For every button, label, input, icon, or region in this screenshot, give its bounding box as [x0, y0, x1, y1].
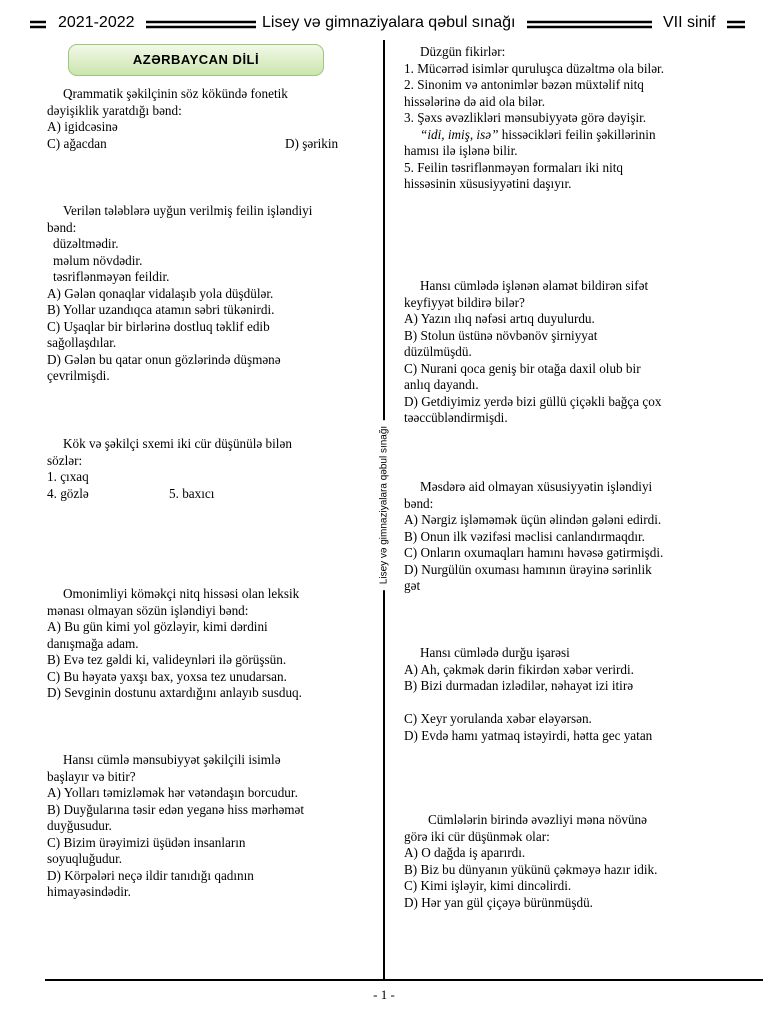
statement-item: hissələrinə də aid ola bilər.	[404, 93, 545, 109]
statement-text: hissəcikləri feilin şəkillərinin	[498, 126, 656, 142]
answer-option: D) Gələn bu qatar onun gözlərində düşmənə	[47, 351, 281, 367]
answer-option: çevrilmişdi.	[47, 368, 110, 383]
list-item: 1. çıxaq	[47, 469, 89, 484]
answer-option: A) Yolları təmizləmək hər vətəndaşın borcudur.	[47, 785, 298, 800]
statement-item: hissəsinin xüsusiyyətini daşıyır.	[404, 176, 572, 191]
answer-option: B) Duyğularına təsir edən yeganə hiss mərhəmət	[47, 801, 305, 817]
question-stem: Kök və şəkilçi sxemi iki cür düşünülə bilən	[63, 436, 292, 451]
question-stem: sözlər:	[47, 452, 83, 468]
condition-item: düzəltmədir.	[53, 236, 119, 251]
subject-badge: AZƏRBAYCAN DİLİ	[68, 44, 324, 76]
list-item: 4. gözlə	[47, 485, 89, 501]
question-stem: Düzgün fikirlər:	[420, 44, 506, 59]
answer-option: himayəsindədir.	[47, 884, 131, 899]
question-stem: bənd:	[404, 495, 434, 511]
statement-item: 2. Sinonim və antonimlər bəzən müxtəlif nitq	[404, 77, 644, 92]
statement-item: 1. Mücərrəd isimlər quruluşca düzəltmə ola bilər.	[404, 60, 665, 76]
answer-option: B) Stolun üstünə növbənöv şirniyyat	[404, 327, 598, 343]
question-7	[404, 278, 661, 427]
answer-option: B) Evə tez gəldi ki, valideynləri ilə görüşsün.	[47, 652, 287, 667]
question-1	[47, 86, 357, 152]
question-4	[47, 586, 302, 702]
spacer	[404, 695, 652, 712]
question-stem: Hansı cümlədə işlənən əlamət bildirən sifət	[420, 278, 649, 293]
answer-option: A) Bu gün kimi yol gözləyir, kimi dərdini	[47, 619, 268, 634]
answer-option: anlıq dayandı.	[404, 377, 479, 392]
answer-option: C) Bizim ürəyimizi üşüdən insanların	[47, 834, 246, 850]
answer-option: A) igidcəsinə	[47, 119, 118, 134]
question-2	[47, 203, 312, 385]
question-stem: Qrammatik şəkilçinin söz kökündə fonetik	[63, 86, 288, 101]
answer-option: D) Sevginin dostunu axtardığını anlayıb susduq.	[47, 685, 302, 700]
condition-item: təsriflənməyən feildir.	[53, 269, 170, 284]
condition-item: məlum növdədir.	[53, 252, 143, 268]
answer-option: danışmağa adam.	[47, 635, 139, 651]
statement-item: hamısı ilə işlənə bilir.	[404, 143, 518, 158]
answer-option: B) Bizi durmadan izlədilər, nəhayət izi itirə	[404, 678, 634, 693]
answer-option: C) Kimi işləyir, kimi dincəlirdi.	[404, 878, 572, 893]
question-stem: Hansı cümlə mənsubiyyət şəkilçili isimlə	[63, 752, 281, 767]
question-5	[47, 752, 304, 901]
question-10	[404, 812, 657, 911]
answer-option: soyuqluğudur.	[47, 851, 123, 866]
question-stem: bənd:	[47, 219, 77, 235]
answer-option: C) Xeyr yorulanda xəbər eləyərsən.	[404, 711, 592, 726]
answer-option: B) Yollar uzandıqca atamın səbri tükənirdi.	[47, 302, 275, 317]
question-stem: dəyişiklik yaratdığı bənd:	[47, 102, 182, 118]
answer-option: D) Nurgülün oxuması hamının ürəyinə sərinlik	[404, 561, 652, 577]
answer-option: C) Bu həyatə yaxşı bax, yoxsa tez unudarsan.	[47, 668, 287, 684]
quoted-particles: “idi, imiş, isə”	[420, 126, 499, 142]
answer-option: D) şərikin	[285, 135, 339, 151]
answer-option: təəccübləndirmişdi.	[404, 410, 508, 425]
answer-option: duyğusudur.	[47, 818, 112, 833]
question-stem: Məsdərə aid olmayan xüsusiyyətin işləndiyi	[420, 479, 653, 494]
question-stem: başlayır və bitir?	[47, 768, 136, 784]
answer-option: C) ağacdan	[47, 135, 107, 151]
answer-option: B) Biz bu dünyanın yükünü çəkməyə hazır idik.	[404, 861, 658, 877]
answer-option: A) O dağda iş aparırdı.	[404, 845, 526, 860]
answer-option: D) Getdiyimiz yerdə bizi güllü çiçəkli bağça çox	[404, 393, 662, 409]
answer-option: B) Onun ilk vəzifəsi məclisi canlandırmaqdır.	[404, 528, 645, 544]
statement-item: 3. Şəxs əvəzlikləri mənsubiyyətə görə dəyişir.	[404, 110, 647, 125]
statement-item	[404, 127, 664, 144]
question-stem: Hansı cümlədə durğu işarəsi	[420, 645, 570, 660]
answer-option: D) Hər yan gül çiçəyə bürünmüşdü.	[404, 894, 593, 910]
answer-option: C) Nurani qoca geniş bir otağa daxil olub bir	[404, 360, 641, 376]
header-grade: VII sinif	[663, 14, 716, 31]
question-stem: Omonimliyi köməkçi nitq hissəsi olan leksik	[63, 586, 300, 601]
header-title: Lisey və gimnaziyalara qəbul sınağı	[262, 14, 516, 31]
answer-option: A) Ah, çəkmək dərin fikirdən xəbər verirdi.	[404, 661, 634, 677]
answer-option: A) Gələn qonaqlar vidalaşıb yola düşdülər.	[47, 285, 274, 301]
side-label: Lisey və gimnaziyalara qəbul sınağı	[377, 420, 392, 590]
answer-option: D) Körpələri neçə ildir tanıdığı qadının	[47, 867, 254, 883]
question-8	[404, 479, 663, 595]
question-9	[404, 645, 652, 744]
answer-option: düzülmüşdü.	[404, 344, 472, 359]
answer-option: gət	[404, 578, 421, 593]
page-header	[0, 0, 768, 44]
answer-option: C) Uşaqlar bir birlərinə dostluq təklif edib	[47, 318, 270, 334]
answer-option: D) Evdə hamı yatmaq istəyirdi, hətta gec yatan	[404, 727, 653, 743]
question-3	[47, 436, 292, 502]
page-number: - 1 -	[373, 987, 395, 1002]
header-year: 2021-2022	[58, 14, 135, 31]
question-stem: görə iki cür düşünmək olar:	[404, 828, 550, 844]
answer-option: C) Onların oxumaqları hamını həvəsə gətirmişdi.	[404, 545, 664, 560]
answer-option: sağollaşdılar.	[47, 335, 117, 350]
question-stem: keyfiyyət bildirə bilər?	[404, 294, 525, 310]
question-stem: Verilən tələblərə uyğun verilmiş feilin işləndiyi	[63, 203, 313, 218]
question-6	[404, 44, 664, 193]
footer-rule	[45, 979, 763, 981]
list-item: 5. baxıcı	[169, 485, 215, 501]
question-stem: Cümlələrin birində əvəzliyi məna növünə	[428, 812, 647, 827]
answer-option: A) Nərgiz işləməmək üçün əlindən gələni edirdi.	[404, 512, 662, 527]
question-stem: mənası olmayan sözün işləndiyi bənd:	[47, 602, 249, 618]
answer-option: A) Yazın ılıq nəfəsi artıq duyulurdu.	[404, 311, 595, 326]
statement-item: 5. Feilin təsriflənməyən formaları iki nitq	[404, 159, 624, 175]
